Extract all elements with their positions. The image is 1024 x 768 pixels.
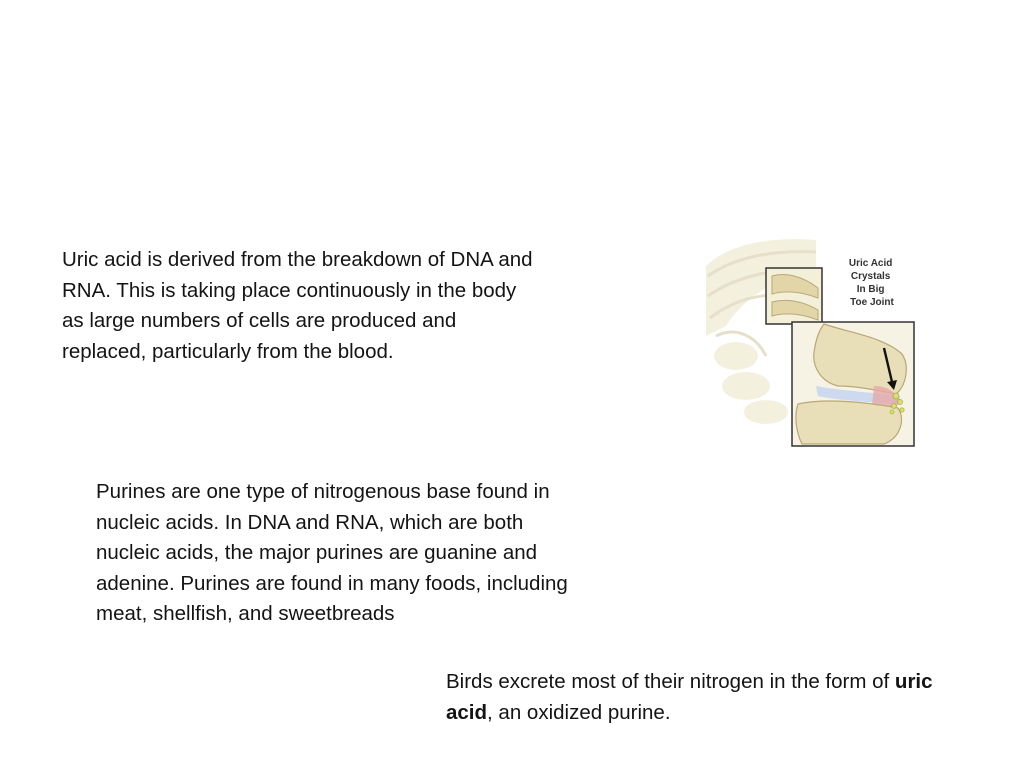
toe-joint-illustration xyxy=(706,236,920,450)
toe-joint-svg xyxy=(706,236,920,450)
birds-text-after: , an oxidized purine. xyxy=(487,700,671,724)
label-line-4: Toe Joint xyxy=(850,297,894,308)
label-line-1: Uric Acid xyxy=(848,258,893,269)
paragraph-uric-acid-origin: Uric acid is derived from the breakdown of DNA and RNA. This is taking place continuously in the body as large numbers of cells are produced and replaced, particularly from the blood. xyxy=(62,248,533,363)
figure-label xyxy=(849,258,895,308)
lower-bone xyxy=(796,401,902,444)
label-line-3: In Big xyxy=(856,284,885,295)
uric-acid-bold: uric acid xyxy=(446,670,933,724)
paragraph-purines: Purines are one type of nitrogenous base found in nucleic acids. In DNA and RNA, which are both nucleic acids, the major purines are guanine and adenine. Purines are found in many foods, including meat, shellfish, and sweetbreads xyxy=(96,480,568,625)
label-line-2: Crystals xyxy=(850,271,891,282)
birds-text-before: Birds excrete most of their nitrogen in the form of xyxy=(446,670,895,693)
paragraph-birds-nitrogen xyxy=(446,667,956,728)
